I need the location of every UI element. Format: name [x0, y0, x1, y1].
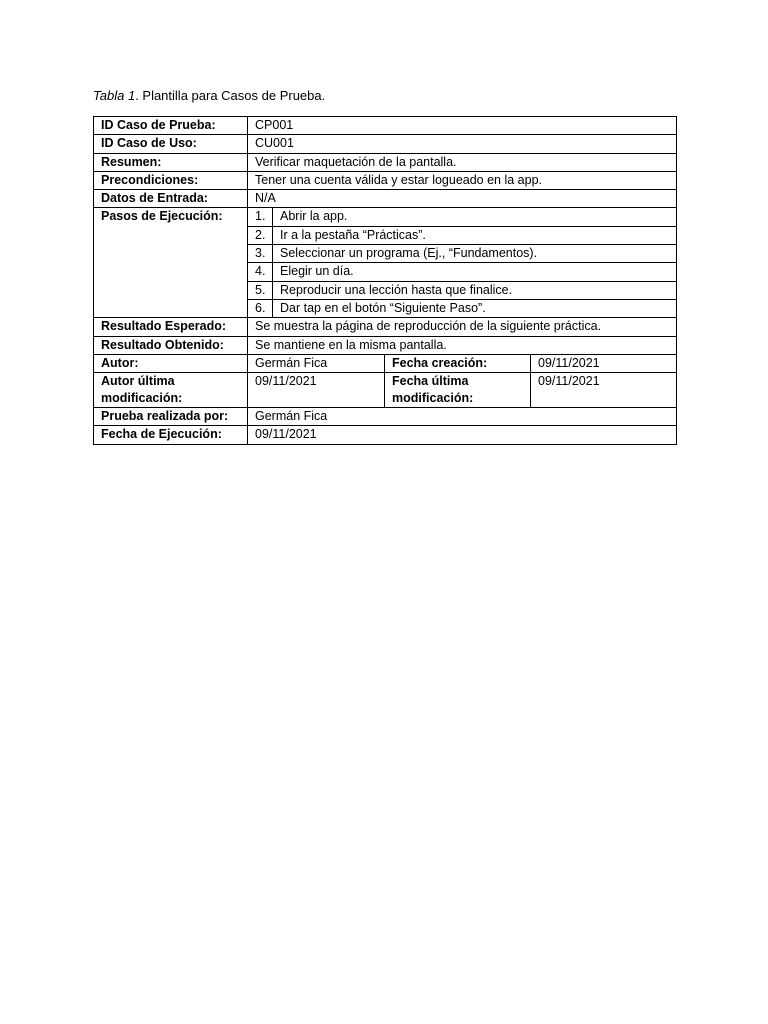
step-number: 4. [248, 263, 273, 281]
step-text: Elegir un día. [273, 263, 677, 281]
step-number: 6. [248, 299, 273, 317]
step-number: 3. [248, 245, 273, 263]
fecha-creacion-label: Fecha creación: [385, 354, 531, 372]
caption-label: Tabla 1 [93, 88, 136, 103]
resultado-esperado-value: Se muestra la página de reproducción de la siguiente práctica. [248, 318, 677, 336]
id-caso-prueba-value: CP001 [248, 117, 677, 135]
resumen-value: Verificar maquetación de la pantalla. [248, 153, 677, 171]
resultado-esperado-label: Resultado Esperado: [94, 318, 248, 336]
table-row [94, 171, 677, 189]
table-row [94, 117, 677, 135]
step-number: 1. [248, 208, 273, 226]
autor-label: Autor: [94, 354, 248, 372]
step-text: Seleccionar un programa (Ej., “Fundamentos). [273, 245, 677, 263]
table-row [94, 336, 677, 354]
resultado-obtenido-value: Se mantiene en la misma pantalla. [248, 336, 677, 354]
step-text: Abrir la app. [273, 208, 677, 226]
datos-entrada-label: Datos de Entrada: [94, 190, 248, 208]
table-row [94, 153, 677, 171]
precondiciones-value: Tener una cuenta válida y estar logueado en la app. [248, 171, 677, 189]
table-row [94, 190, 677, 208]
datos-entrada-value: N/A [248, 190, 677, 208]
id-caso-uso-value: CU001 [248, 135, 677, 153]
id-caso-uso-label: ID Caso de Uso: [94, 135, 248, 153]
id-caso-prueba-label: ID Caso de Prueba: [94, 117, 248, 135]
table-row [94, 208, 677, 226]
autor-ultima-label: Autor última modificación: [94, 373, 248, 408]
table-row [94, 135, 677, 153]
fecha-creacion-value: 09/11/2021 [531, 354, 677, 372]
fecha-ejecucion-label: Fecha de Ejecución: [94, 426, 248, 444]
test-case-table [93, 116, 677, 445]
resultado-obtenido-label: Resultado Obtenido: [94, 336, 248, 354]
resumen-label: Resumen: [94, 153, 248, 171]
step-text: Reproducir una lección hasta que finalice. [273, 281, 677, 299]
autor-ultima-value: 09/11/2021 [248, 373, 385, 408]
table-row [94, 426, 677, 444]
table-row [94, 408, 677, 426]
table-row [94, 373, 677, 408]
prueba-realizada-value: Germán Fica [248, 408, 677, 426]
step-number: 2. [248, 226, 273, 244]
table-row [94, 318, 677, 336]
precondiciones-label: Precondiciones: [94, 171, 248, 189]
table-caption [93, 88, 325, 104]
fecha-ejecucion-value: 09/11/2021 [248, 426, 677, 444]
fecha-ultima-label: Fecha última modificación: [385, 373, 531, 408]
pasos-label: Pasos de Ejecución: [94, 208, 248, 318]
autor-value: Germán Fica [248, 354, 385, 372]
fecha-ultima-value: 09/11/2021 [531, 373, 677, 408]
table-row [94, 354, 677, 372]
prueba-realizada-label: Prueba realizada por: [94, 408, 248, 426]
step-text: Dar tap en el botón “Siguiente Paso”. [273, 299, 677, 317]
caption-text: . Plantilla para Casos de Prueba. [135, 88, 326, 103]
step-number: 5. [248, 281, 273, 299]
step-text: Ir a la pestaña “Prácticas”. [273, 226, 677, 244]
